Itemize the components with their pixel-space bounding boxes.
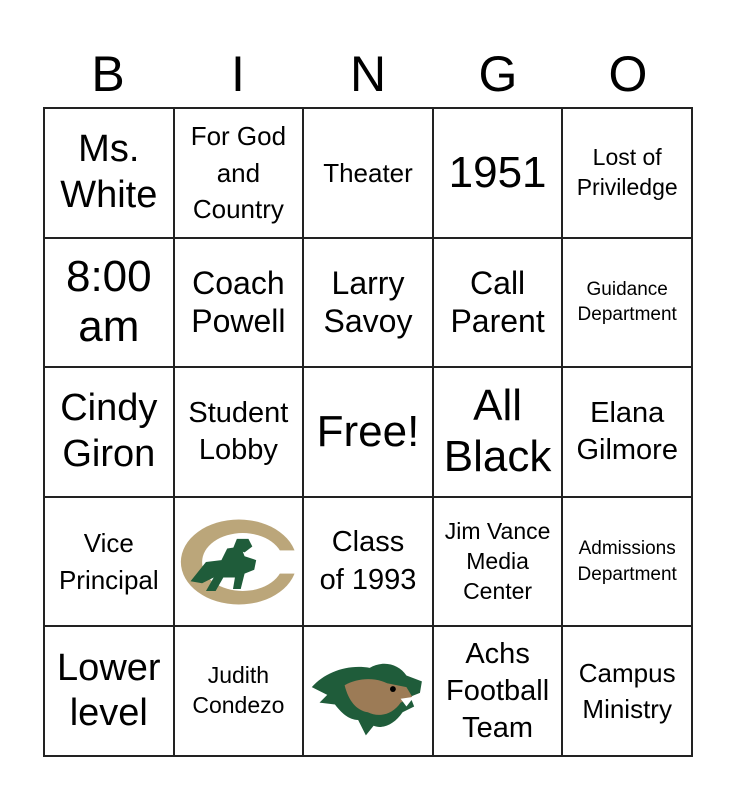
bingo-cell[interactable] bbox=[174, 367, 304, 497]
bingo-cell-label: Jim Vance Media Center bbox=[444, 517, 551, 604]
bingo-cell-label: All Black bbox=[443, 381, 552, 481]
lion-c-logo[interactable] bbox=[174, 497, 304, 627]
bingo-cell-label: Call Parent bbox=[450, 265, 545, 340]
lion-head-logo[interactable] bbox=[303, 626, 433, 756]
bingo-cell-label: Guidance Department bbox=[577, 278, 677, 326]
bingo-cell-label: Student Lobby bbox=[188, 396, 289, 466]
bingo-cell-label: Vice Principal bbox=[58, 528, 159, 595]
bingo-cell[interactable] bbox=[303, 238, 433, 368]
bingo-cell-label: Theater bbox=[323, 157, 413, 188]
bingo-cell[interactable] bbox=[433, 108, 563, 238]
bingo-cell-label: Elana Gilmore bbox=[576, 396, 678, 466]
bingo-cell-label: Coach Powell bbox=[191, 265, 286, 340]
bingo-cell[interactable] bbox=[433, 238, 563, 368]
header-letter-n: N bbox=[349, 46, 387, 102]
bingo-cell-label: Admissions Department bbox=[577, 537, 677, 585]
header-letter-b: B bbox=[91, 46, 125, 102]
bingo-cell[interactable] bbox=[562, 367, 692, 497]
bingo-cell[interactable] bbox=[44, 626, 174, 756]
bingo-cell-label: Cindy Giron bbox=[60, 387, 158, 475]
bingo-header bbox=[43, 40, 693, 108]
bingo-cell[interactable] bbox=[174, 626, 304, 756]
bingo-cell[interactable] bbox=[174, 238, 304, 368]
bingo-cell-label: Ms. White bbox=[60, 128, 158, 216]
bingo-cell-label: Achs Football Team bbox=[446, 637, 550, 744]
bingo-cell-label: For God and Country bbox=[190, 121, 287, 224]
bingo-cell-label: Lost of Priviledge bbox=[576, 143, 678, 200]
bingo-cell[interactable] bbox=[303, 367, 433, 497]
bingo-cell-label: Judith Condezo bbox=[192, 662, 285, 719]
bingo-cell[interactable] bbox=[433, 497, 563, 627]
bingo-cell-label: Free! bbox=[316, 406, 420, 456]
bingo-cell-label: Larry Savoy bbox=[323, 265, 413, 340]
bingo-cell[interactable] bbox=[303, 108, 433, 238]
bingo-cell-label: Class of 1993 bbox=[319, 526, 417, 596]
bingo-cell[interactable] bbox=[44, 367, 174, 497]
bingo-cell-label: Lower level bbox=[57, 646, 161, 735]
bingo-cell-label: Campus Ministry bbox=[578, 657, 676, 725]
bingo-cell[interactable] bbox=[44, 108, 174, 238]
bingo-cell[interactable] bbox=[433, 367, 563, 497]
bingo-cell[interactable] bbox=[303, 497, 433, 627]
header-letter-o: O bbox=[608, 46, 648, 102]
bingo-cell[interactable] bbox=[562, 497, 692, 627]
bingo-cell[interactable] bbox=[174, 108, 304, 238]
header-letter-i: I bbox=[231, 46, 245, 102]
bingo-cell[interactable] bbox=[562, 108, 692, 238]
bingo-cell[interactable] bbox=[44, 238, 174, 368]
bingo-cell[interactable] bbox=[562, 626, 692, 756]
bingo-cell[interactable] bbox=[562, 238, 692, 368]
bingo-cell[interactable] bbox=[433, 626, 563, 756]
bingo-cell-label: 1951 bbox=[448, 147, 547, 197]
bingo-cell[interactable] bbox=[44, 497, 174, 627]
header-letter-g: G bbox=[478, 46, 518, 102]
bingo-card-grid bbox=[43, 107, 693, 757]
bingo-cell-label: 8:00 am bbox=[65, 251, 152, 352]
